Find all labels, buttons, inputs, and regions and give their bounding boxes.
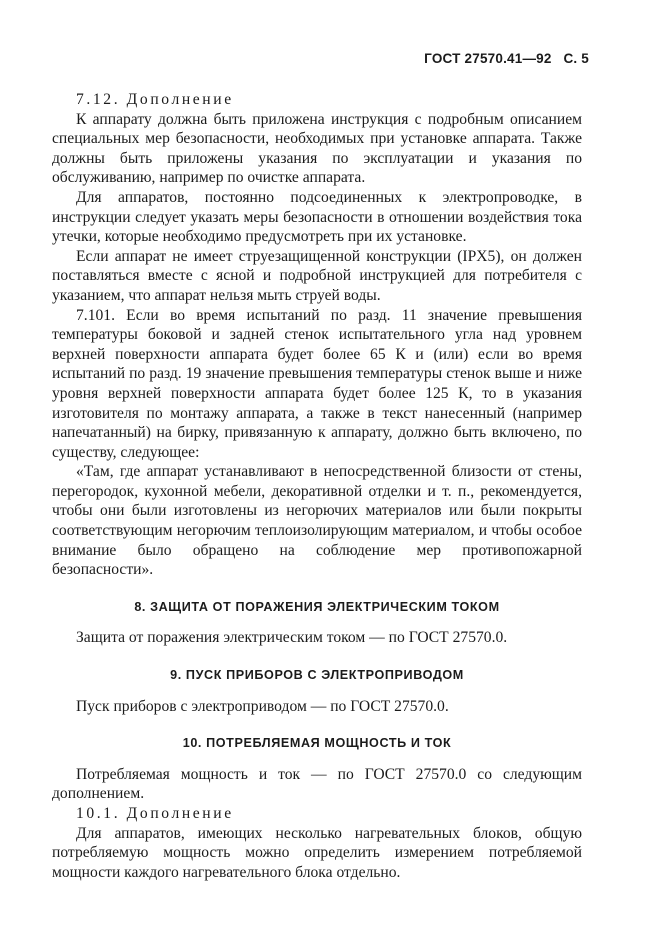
- section-10-heading: 10. ПОТРЕБЛЯЕМАЯ МОЩНОСТЬ И ТОК: [182, 736, 452, 751]
- clause-7-12-paragraph-1: К аппарату должна быть приложена инструкция с подробным описанием специальных мер безопасности, необходимых при установке аппарата. Также должны быть приложены указания по эксплуатации и указания по обслуживанию, например по очистке аппарата.: [52, 110, 582, 187]
- clause-7-101-paragraph: 7.101. Если во время испытаний по разд. 11 значение превышения температуры боковой и задней стенок испытательного угла над уровнем верхней поверхности аппарата будет более 65 К и (или) если во время испытаний по разд. 19 значение превышения температуры стенок выше и ниже уровня верхней поверхности аппарата будет более 125 К, то в указания изготовителя по монтажу аппарата, а также в текст нанесенный (например напечатанный) на бирку, привязанную к аппарату, должно быть включено, по существу, следующее:: [52, 306, 582, 461]
- clause-7-12-paragraph-2: Для аппаратов, постоянно подсоединенных к электропроводке, в инструкции следует указать меры безопасности в отношении воздействия тока утечки, которые необходимо предусмотреть при их установке.: [52, 188, 582, 246]
- clause-7-101-quote: «Там, где аппарат устанавливают в непосредственной близости от стены, перегородок, кухонной мебели, декоративной отделки и т. п., рекомендуется, чтобы они были изготовлены из негорючих материалов или были покрыты соответствующим негорючим теплоизолирующим материалом, и чтобы особое внимание было обращено на соблюдение мер противопожарной безопасности».: [52, 463, 582, 579]
- section-8-heading: 8. ЗАЩИТА ОТ ПОРАЖЕНИЯ ЭЛЕКТРИЧЕСКИМ ТОКОМ: [134, 599, 500, 614]
- clause-10-1-heading: 10.1. Дополнение: [76, 805, 234, 822]
- section-8-text: Защита от поражения электрическим током — по ГОСТ 27570.0.: [76, 629, 508, 647]
- standard-number: ГОСТ 27570.41—92: [424, 51, 552, 66]
- page-number: С. 5: [563, 51, 589, 66]
- body-text: [52, 90, 582, 882]
- clause-10-1-paragraph: Для аппаратов, имеющих несколько нагревательных блоков, общую потребляемую мощность можно определить измерением потребляемой мощности каждого нагревательного блока отдельно.: [52, 824, 582, 881]
- clause-7-12-paragraph-3: Если аппарат не имеет струезащищенной конструкции (IPX5), он должен поставляться вместе с ясной и подробной инструкцией для потребителя с указанием, что аппарат нельзя мыть струей воды.: [52, 247, 582, 304]
- section-9-text: Пуск приборов с электроприводом — по ГОСТ 27570.0.: [76, 697, 449, 715]
- section-10-text: Потребляемая мощность и ток — по ГОСТ 27570.0 со следующим дополнением.: [52, 765, 582, 803]
- clause-7-12-heading: 7.12. Дополнение: [76, 91, 234, 108]
- section-9-heading: 9. ПУСК ПРИБОРОВ С ЭЛЕКТРОПРИВОДОМ: [170, 668, 464, 683]
- page-header: [424, 51, 589, 66]
